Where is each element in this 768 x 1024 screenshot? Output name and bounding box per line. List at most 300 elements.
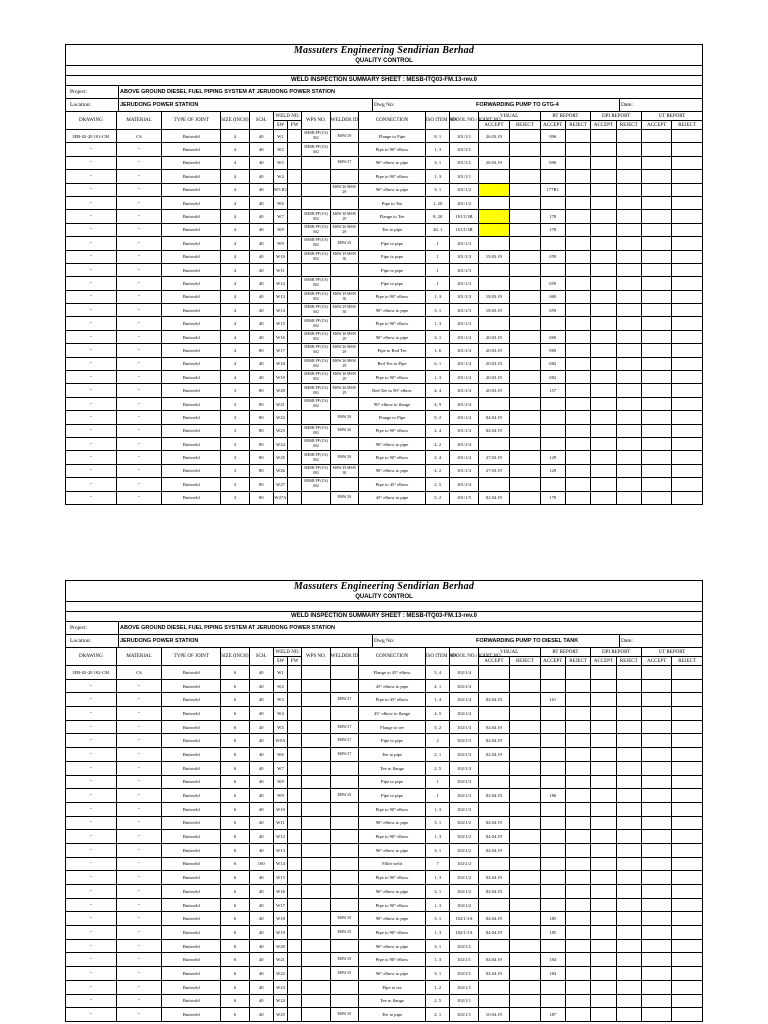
cell-weld-sw: W7 [273, 210, 287, 223]
cell-rt-reject [565, 693, 590, 707]
cell-size: 6 [221, 857, 249, 871]
project-row [66, 85, 702, 98]
cell-sch: 40 [249, 371, 273, 384]
cell-visual-reject [510, 183, 540, 196]
cell-material: " [116, 816, 162, 830]
cell-material: " [116, 720, 162, 734]
col-visual-accept: ACCEPT [478, 657, 509, 666]
cell-ut-reject [672, 411, 703, 424]
cell-weld-sw: W14 [273, 304, 287, 317]
cell-size: 4 [221, 317, 249, 330]
cell-iso-item: 4, 4 [426, 384, 450, 397]
cell-sch: 80 [249, 491, 273, 504]
cell-material: " [116, 926, 162, 940]
cell-dpi-accept [591, 734, 616, 748]
cell-rt-reject [565, 277, 590, 290]
cell-joint: Buttweld [162, 980, 221, 994]
cell-welder-id: MSW 27 [330, 693, 358, 707]
table-row [66, 170, 703, 183]
table-row [66, 196, 703, 209]
cell-rt-accept: 059 [540, 304, 565, 317]
cell-weld-fw [288, 871, 302, 885]
cell-rt-accept: 184 [540, 953, 565, 967]
table-row [66, 223, 703, 236]
cell-spool-no: 101/1/3 [450, 250, 478, 263]
cell-rt-reject [565, 478, 590, 491]
cell-welder-id [330, 857, 358, 871]
cell-welder-id: MSW 29 [330, 967, 358, 981]
cell-iso-item: 5, 2 [426, 720, 450, 734]
cell-weld-sw: W11 [273, 816, 287, 830]
cell-visual-accept [478, 802, 509, 816]
cell-wps: MESB PP (CS) 002 [302, 130, 330, 143]
cell-dpi-reject [616, 237, 641, 250]
company-name: Massuters Engineering Sendirian Berhad [293, 581, 475, 592]
sheet-header [65, 44, 703, 111]
cell-dpi-reject [616, 397, 641, 410]
cell-weld-fw [288, 898, 302, 912]
cell-size: 3 [221, 478, 249, 491]
cell-iso-item: 2, 5 [426, 994, 450, 1008]
cell-visual-reject [510, 250, 540, 263]
cell-rt-reject [565, 210, 590, 223]
cell-ut-accept [641, 130, 671, 143]
cell-dpi-accept [591, 183, 616, 196]
cell-rt-accept [540, 898, 565, 912]
cell-visual-reject [510, 424, 540, 437]
cell-dpi-accept [591, 170, 616, 183]
cell-ut-reject [672, 871, 703, 885]
col-visual-accept: ACCEPT [478, 121, 509, 130]
table-row [66, 397, 703, 410]
cell-dpi-accept [591, 304, 616, 317]
cell-visual-accept: 10.04.19 [478, 1008, 509, 1022]
cell-rt-accept: 177R1 [540, 183, 565, 196]
cell-dpi-reject [616, 304, 641, 317]
cell-spool-no: 102/1/1 [450, 967, 478, 981]
cell-dpi-accept [591, 277, 616, 290]
col-sw: SW [273, 657, 287, 666]
cell-size: 6 [221, 912, 249, 926]
cell-material: " [116, 277, 162, 290]
cell-sch: 40 [249, 830, 273, 844]
cell-dpi-accept [591, 953, 616, 967]
table-row [66, 357, 703, 370]
cell-size: 6 [221, 720, 249, 734]
table-row [66, 816, 703, 830]
cell-material: " [116, 871, 162, 885]
cell-weld-fw [288, 748, 302, 762]
cell-wps: MESB PP (CS) 002 [302, 371, 330, 384]
cell-sch: 40 [249, 885, 273, 899]
cell-material: " [116, 912, 162, 926]
cell-ut-accept [641, 183, 671, 196]
cell-material: " [116, 223, 162, 236]
cell-visual-accept: 02.04.19 [478, 789, 509, 803]
cell-drawing: " [66, 304, 117, 317]
cell-dpi-accept [591, 344, 616, 357]
cell-visual-reject [510, 344, 540, 357]
col-type-of-joint: TYPE OF JOINT [162, 648, 221, 666]
cell-size: 6 [221, 693, 249, 707]
cell-wps [302, 679, 330, 693]
cell-connection: Pipe to 90° elbow [359, 802, 426, 816]
sheet-title: WELD INSPECTION SUMMARY SHEET : MESB-ITQ03-FM.13-rev.0 [66, 75, 702, 85]
cell-dpi-accept [591, 143, 616, 156]
cell-welder-id [330, 478, 358, 491]
cell-size: 4 [221, 170, 249, 183]
cell-rt-reject [565, 437, 590, 450]
cell-material: " [116, 693, 162, 707]
cell-welder-id [330, 871, 358, 885]
cell-weld-fw [288, 143, 302, 156]
cell-rt-reject [565, 130, 590, 143]
cell-sch: 40 [249, 898, 273, 912]
cell-connection: Pipe to 90° elbow [359, 926, 426, 940]
cell-material: " [116, 830, 162, 844]
cell-visual-reject [510, 464, 540, 477]
table-row [66, 371, 703, 384]
cell-drawing: " [66, 317, 117, 330]
cell-iso-item: 2, 1 [426, 1008, 450, 1022]
cell-size: 6 [221, 666, 249, 680]
cell-dpi-reject [616, 210, 641, 223]
cell-sch: 80 [249, 451, 273, 464]
cell-rt-reject [565, 912, 590, 926]
cell-ut-accept [641, 451, 671, 464]
cell-wps: MESB PP (CS) 002 [302, 317, 330, 330]
table-row [66, 926, 703, 940]
table-row [66, 802, 703, 816]
cell-visual-accept: 20.03.19 [478, 344, 509, 357]
table-row [66, 720, 703, 734]
cell-drawing: " [66, 720, 117, 734]
cell-dpi-reject [616, 263, 641, 276]
cell-dpi-accept [591, 384, 616, 397]
cell-joint: Buttweld [162, 953, 221, 967]
cell-sch: 80 [249, 397, 273, 410]
project-label: Project: [70, 89, 88, 95]
cell-ut-reject [672, 885, 703, 899]
cell-dpi-reject [616, 720, 641, 734]
cell-ut-reject [672, 980, 703, 994]
cell-sch: 40 [249, 939, 273, 953]
cell-drawing: " [66, 344, 117, 357]
cell-joint: Buttweld [162, 304, 221, 317]
cell-iso-item: 5, 4 [426, 666, 450, 680]
cell-dpi-accept [591, 816, 616, 830]
cell-welder-id [330, 397, 358, 410]
cell-visual-reject [510, 830, 540, 844]
cell-ut-accept [641, 666, 671, 680]
cell-rt-reject [565, 857, 590, 871]
cell-welder-id: MSW 27 [330, 734, 358, 748]
cell-visual-accept: 02.04.19 [478, 491, 509, 504]
cell-spool-no: 102/1/4 [450, 707, 478, 721]
cell-wps [302, 156, 330, 169]
cell-rt-accept [540, 734, 565, 748]
table-row [66, 277, 703, 290]
quality-control-label: QUALITY CONTROL [355, 58, 413, 64]
cell-joint: Buttweld [162, 464, 221, 477]
cell-material: " [116, 357, 162, 370]
cell-welder-id [330, 898, 358, 912]
cell-iso-item: 3, 1 [426, 330, 450, 343]
cell-welder-id [330, 143, 358, 156]
cell-dpi-accept [591, 843, 616, 857]
dwg-label: Dwg No: [374, 638, 395, 644]
cell-sch: 40 [249, 734, 273, 748]
cell-ut-reject [672, 491, 703, 504]
cell-drawing: " [66, 679, 117, 693]
cell-material: " [116, 898, 162, 912]
cell-size: 4 [221, 183, 249, 196]
cell-weld-fw [288, 666, 302, 680]
cell-welder-id: MSW 29 MSW 30 [330, 250, 358, 263]
dwg-value: FORWARDING PUMP TO GTG-4 [476, 102, 559, 108]
cell-dpi-accept [591, 196, 616, 209]
cell-spool-no: 102/1/4 [450, 679, 478, 693]
cell-size: 6 [221, 939, 249, 953]
cell-joint: Buttweld [162, 967, 221, 981]
cell-ut-reject [672, 802, 703, 816]
cell-spool-no: 102/1/3 [450, 775, 478, 789]
cell-visual-accept: 04.04.19 [478, 693, 509, 707]
cell-material: " [116, 411, 162, 424]
cell-rt-accept [540, 748, 565, 762]
cell-connection: Pipe to 90° elbow [359, 170, 426, 183]
cell-dpi-reject [616, 491, 641, 504]
cell-joint: Buttweld [162, 748, 221, 762]
table-row [66, 478, 703, 491]
cell-dpi-reject [616, 317, 641, 330]
cell-rt-reject [565, 898, 590, 912]
cell-weld-sw: W20 [273, 939, 287, 953]
cell-dpi-accept [591, 130, 616, 143]
cell-rt-reject [565, 802, 590, 816]
cell-rt-accept: 129 [540, 464, 565, 477]
cell-rt-reject [565, 761, 590, 775]
table-row [66, 210, 703, 223]
cell-iso-item: 8, 20 [426, 210, 450, 223]
cell-dpi-accept [591, 371, 616, 384]
cell-rt-reject [565, 843, 590, 857]
cell-sch: 40 [249, 720, 273, 734]
cell-sch: 40 [249, 871, 273, 885]
col-ut-accept: ACCEPT [641, 657, 671, 666]
cell-visual-reject [510, 491, 540, 504]
cell-iso-item: 2, 1 [426, 748, 450, 762]
cell-wps [302, 183, 330, 196]
cell-iso-item: 4, 2 [426, 464, 450, 477]
cell-ut-accept [641, 707, 671, 721]
cell-material: " [116, 789, 162, 803]
cell-weld-sw: W8 [273, 223, 287, 236]
cell-visual-accept: 04.04.19 [478, 912, 509, 926]
cell-sch: 40 [249, 926, 273, 940]
cell-iso-item: 3, 1 [426, 183, 450, 196]
cell-sch: 40 [249, 196, 273, 209]
cell-size: 6 [221, 707, 249, 721]
cell-ut-reject [672, 761, 703, 775]
cell-visual-accept: 18.03.19 [478, 290, 509, 303]
cell-ut-reject [672, 912, 703, 926]
cell-visual-reject [510, 437, 540, 450]
cell-wps [302, 263, 330, 276]
cell-weld-sw: W10 [273, 250, 287, 263]
cell-ut-reject [672, 775, 703, 789]
cell-connection: Pipe to 90° elbow [359, 451, 426, 464]
cell-spool-no: 102/1/1 [450, 980, 478, 994]
col-dpi-accept: ACCEPT [591, 657, 616, 666]
cell-ut-reject [672, 748, 703, 762]
cell-spool-no: 101/1/4 [450, 424, 478, 437]
cell-welder-id: MSW 26 MSW 29 [330, 330, 358, 343]
col-dpi-report: DPI REPORT [591, 112, 642, 121]
cell-weld-fw [288, 196, 302, 209]
cell-connection: Pipe to Red Tee [359, 344, 426, 357]
cell-rt-reject [565, 183, 590, 196]
cell-visual-reject [510, 170, 540, 183]
cell-drawing: " [66, 464, 117, 477]
cell-sch: 160 [249, 857, 273, 871]
cell-wps [302, 707, 330, 721]
cell-connection: Pipe to tee [359, 980, 426, 994]
cell-joint: Buttweld [162, 330, 221, 343]
cell-rt-accept: 185 [540, 912, 565, 926]
cell-rt-reject [565, 411, 590, 424]
cell-material: " [116, 491, 162, 504]
cell-spool-no: 101/1/3 [450, 290, 478, 303]
cell-connection: 90° elbow to pipe [359, 437, 426, 450]
sheet-header [65, 580, 703, 647]
cell-rt-reject [565, 170, 590, 183]
cell-weld-fw [288, 156, 302, 169]
cell-iso-item: 1, 3 [426, 371, 450, 384]
cell-spool-no: 102/1/2 [450, 857, 478, 871]
cell-welder-id [330, 317, 358, 330]
cell-rt-reject [565, 330, 590, 343]
cell-weld-fw [288, 371, 302, 384]
cell-wps [302, 411, 330, 424]
cell-connection: Pipe to pipe [359, 263, 426, 276]
cell-rt-accept: 069 [540, 290, 565, 303]
cell-welder-id: MSW 29 MSW 30 [330, 290, 358, 303]
cell-welder-id [330, 263, 358, 276]
cell-spool-no: 101/1/4 [450, 478, 478, 491]
cell-material: " [116, 843, 162, 857]
cell-ut-accept [641, 939, 671, 953]
cell-spool-no: 102/1/3 [450, 734, 478, 748]
cell-weld-sw: W12 [273, 830, 287, 844]
cell-drawing: " [66, 926, 117, 940]
cell-iso-item: 20, 1 [426, 223, 450, 236]
table-row [66, 451, 703, 464]
cell-rt-accept [540, 816, 565, 830]
cell-joint: Buttweld [162, 939, 221, 953]
cell-weld-sw: W23 [273, 424, 287, 437]
col-visual-reject: REJECT [510, 657, 540, 666]
col-rt-report: RT REPORT [540, 112, 591, 121]
cell-material: " [116, 183, 162, 196]
cell-visual-accept [478, 317, 509, 330]
cell-visual-reject [510, 478, 540, 491]
cell-rt-accept [540, 761, 565, 775]
cell-sch: 40 [249, 263, 273, 276]
cell-weld-fw [288, 967, 302, 981]
cell-weld-sw: W4 [273, 707, 287, 721]
cell-iso-item: 8, 1 [426, 130, 450, 143]
cell-weld-sw: W18 [273, 357, 287, 370]
cell-ut-reject [672, 330, 703, 343]
cell-connection: Tee to pipe [359, 748, 426, 762]
cell-welder-id [330, 885, 358, 899]
table-row [66, 734, 703, 748]
cell-rt-reject [565, 967, 590, 981]
cell-wps [302, 994, 330, 1008]
cell-rt-accept: 187 [540, 1008, 565, 1022]
cell-ut-accept [641, 775, 671, 789]
cell-drawing: " [66, 223, 117, 236]
cell-connection: Flange to Pipe [359, 130, 426, 143]
cell-rt-accept: 069 [540, 330, 565, 343]
cell-joint: Buttweld [162, 317, 221, 330]
cell-wps [302, 775, 330, 789]
cell-ut-reject [672, 693, 703, 707]
cell-size: 3 [221, 411, 249, 424]
cell-connection: Pipe to 90° elbow [359, 424, 426, 437]
cell-joint: Buttweld [162, 250, 221, 263]
cell-weld-fw [288, 734, 302, 748]
cell-dpi-accept [591, 748, 616, 762]
cell-rt-reject [565, 317, 590, 330]
cell-visual-accept [478, 437, 509, 450]
cell-wps: MESB PP (CS) 002 [302, 250, 330, 263]
cell-size: 4 [221, 371, 249, 384]
cell-weld-sw: W17 [273, 344, 287, 357]
col-type-of-joint: TYPE OF JOINT [162, 112, 221, 130]
cell-ut-accept [641, 304, 671, 317]
cell-visual-reject [510, 939, 540, 953]
cell-visual-accept [478, 994, 509, 1008]
cell-weld-fw [288, 1008, 302, 1022]
cell-weld-sw: W22 [273, 411, 287, 424]
cell-spool-no: 102/1/3 [450, 720, 478, 734]
cell-wps [302, 802, 330, 816]
cell-welder-id [330, 843, 358, 857]
table-row [66, 707, 703, 721]
cell-ut-accept [641, 491, 671, 504]
cell-joint: Buttweld [162, 679, 221, 693]
cell-size: 6 [221, 802, 249, 816]
cell-weld-sw: W20 [273, 384, 287, 397]
cell-welder-id [330, 277, 358, 290]
cell-drawing: " [66, 437, 117, 450]
table-row [66, 693, 703, 707]
cell-dpi-reject [616, 734, 641, 748]
cell-dpi-accept [591, 250, 616, 263]
cell-sch: 40 [249, 143, 273, 156]
cell-weld-sw: W24 [273, 437, 287, 450]
cell-iso-item: 1, 3 [426, 871, 450, 885]
table-row [66, 967, 703, 981]
cell-rt-reject [565, 304, 590, 317]
table-row [66, 994, 703, 1008]
cell-spool-no: 102/1/2 [450, 871, 478, 885]
cell-drawing: " [66, 871, 117, 885]
table-row [66, 143, 703, 156]
cell-dpi-accept [591, 666, 616, 680]
